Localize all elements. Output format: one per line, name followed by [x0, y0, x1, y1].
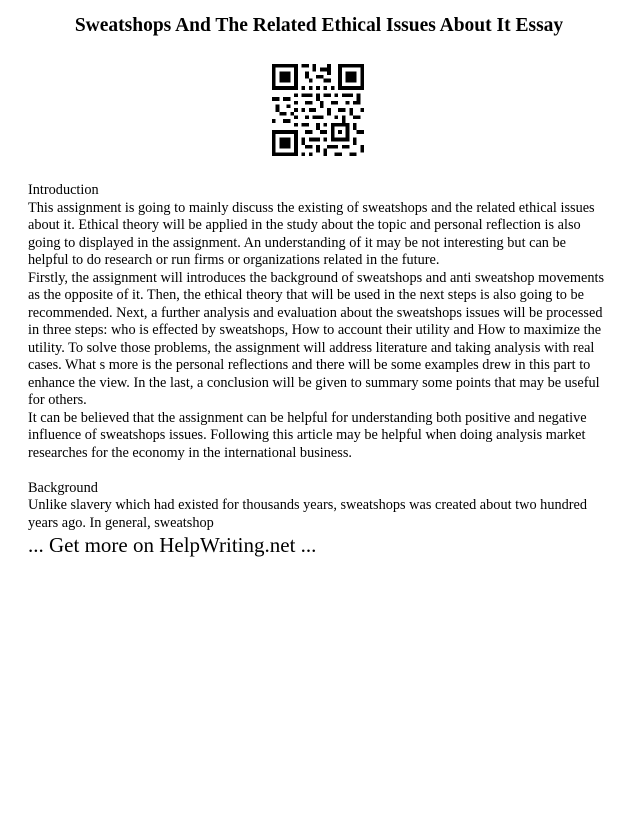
intro-paragraph-2: Firstly, the assignment will introduces the background of sweatshops and anti sweatshop movements as the opposite of it. Then, the ethical theory that will be used in the next steps is also going to be recommended. Next, a further analysis and evaluation about the sweatshops issues will be processed in three steps: who is effected by sweatshops, How to account their utility and How to maximize the utility. To solve those problems, the assignment will address literature and taking analysis with real cases. What s more is the personal reflections and there will be some examples drew in this part to enhance the view. In the last, a conclusion will be given to summary some points that may be useful for others.: [28, 269, 605, 408]
intro-paragraph-3: It can be believed that the assignment can be helpful for understanding both positive and negative influence of sweatshops issues. Following this article may be helpful when doing analysis market researches for the economy in the international business.: [28, 409, 587, 461]
document-body: [28, 182, 610, 532]
qr-code-graphic: [272, 64, 364, 156]
intro-paragraph-1: This assignment is going to mainly discuss the existing of sweatshops and the related ethical issues about it. Ethical theory will be applied in the study about the topic and personal reflection is also going to displayed in the assignment. An understanding of it may be not interesting but can be helpful to do research or run firms or organizations related in the future.: [28, 199, 595, 268]
section-spacer: [28, 462, 610, 480]
qr-code: [272, 64, 364, 156]
page-title: Sweatshops And The Related Ethical Issues About It Essay: [74, 15, 564, 36]
background-paragraph-1: Unlike slavery which had existed for thousands years, sweatshops was created about two hundred years ago. In general, sweatshop: [28, 497, 588, 531]
section-heading-introduction: Introduction: [28, 182, 99, 198]
get-more-link[interactable]: ... Get more on HelpWriting.net ...: [28, 533, 317, 557]
section-heading-background: Background: [28, 479, 98, 496]
